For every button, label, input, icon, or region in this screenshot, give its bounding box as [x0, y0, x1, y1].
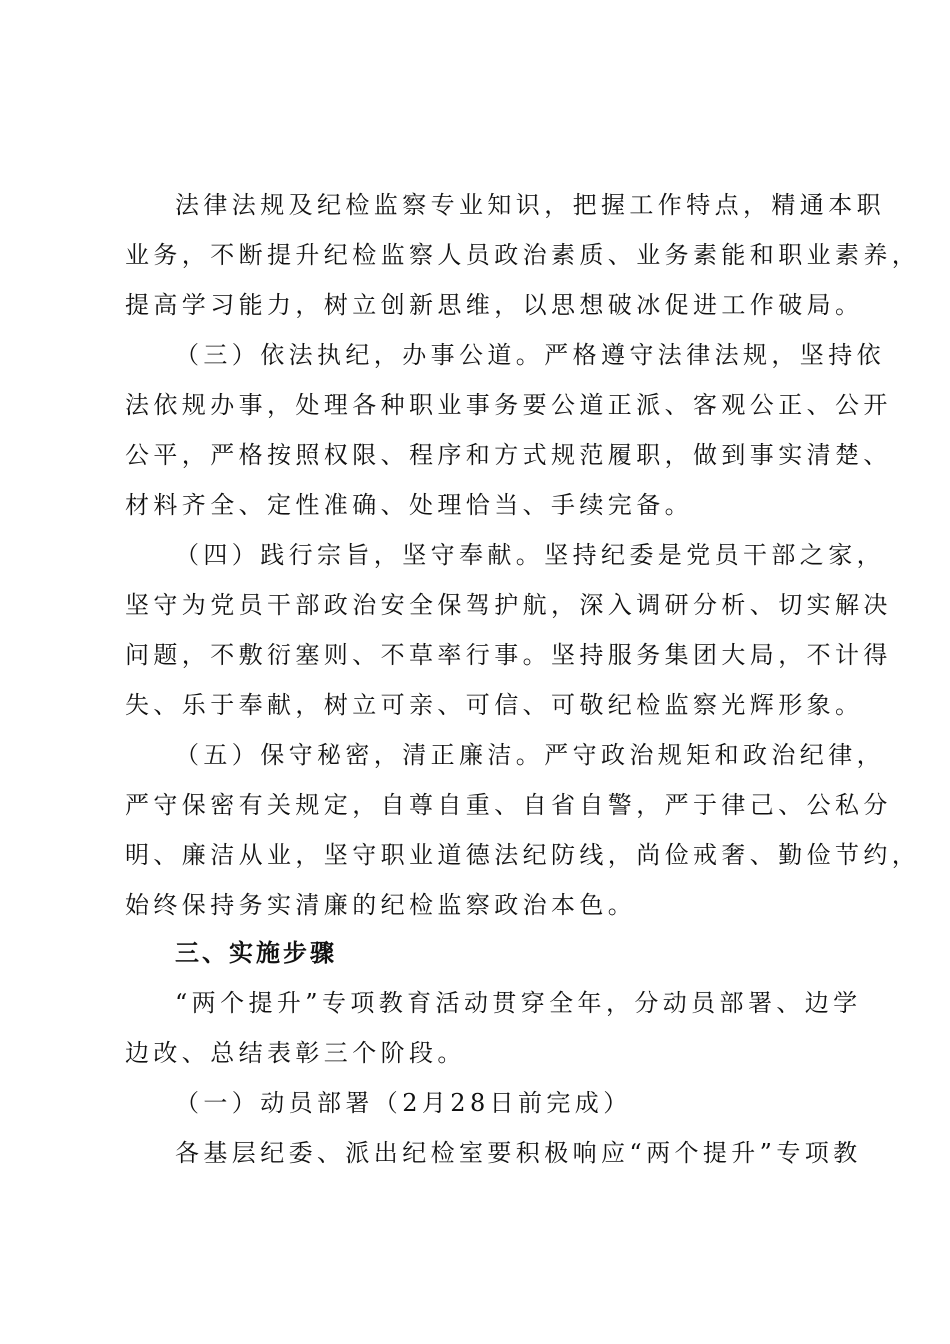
- section-heading: 三、实施步骤: [175, 939, 337, 967]
- text-line: 坚守为党员干部政治安全保驾护航，深入调研分析、切实解决: [125, 591, 892, 619]
- text-line: 业务，不断提升纪检监察人员政治素质、业务素能和职业素养，: [125, 241, 921, 269]
- text-line: 法依规办事，处理各种职业事务要公道正派、客观公正、公开: [125, 391, 892, 419]
- text-line: 边改、总结表彰三个阶段。: [125, 1039, 466, 1067]
- text-line: 始终保持务实清廉的纪检监察政治本色。: [125, 891, 637, 919]
- text-line: 明、廉洁从业，坚守职业道德法纪防线，尚俭戒奢、勤俭节约，: [125, 841, 921, 869]
- text-line: 各基层纪委、派出纪检室要积极响应“两个提升”专项教: [175, 1139, 862, 1167]
- text-line: 公平，严格按照权限、程序和方式规范履职，做到事实清楚、: [125, 441, 892, 469]
- text-line: 材料齐全、定性准确、处理恰当、手续完备。: [125, 491, 693, 519]
- text-line: （五）保守秘密，清正廉洁。严守政治规矩和政治纪律，: [175, 741, 885, 769]
- text-line: 失、乐于奉献，树立可亲、可信、可敬纪检监察光辉形象。: [125, 691, 864, 719]
- text-line: 法律法规及纪检监察专业知识，把握工作特点，精通本职: [175, 191, 885, 219]
- text-line: （三）依法执纪，办事公道。严格遵守法律法规，坚持依: [175, 341, 885, 369]
- text-line: 提高学习能力，树立创新思维，以思想破冰促进工作破局。: [125, 291, 864, 319]
- text-line: （一）动员部署（2月28日前完成）: [175, 1089, 632, 1117]
- text-line: （四）践行宗旨，坚守奉献。坚持纪委是党员干部之家，: [175, 541, 885, 569]
- text-line: 问题，不敷衍塞则、不草率行事。坚持服务集团大局，不计得: [125, 641, 892, 669]
- text-line: “两个提升”专项教育活动贯穿全年，分动员部署、边学: [175, 989, 862, 1017]
- text-line: 严守保密有关规定，自尊自重、自省自警，严于律己、公私分: [125, 791, 892, 819]
